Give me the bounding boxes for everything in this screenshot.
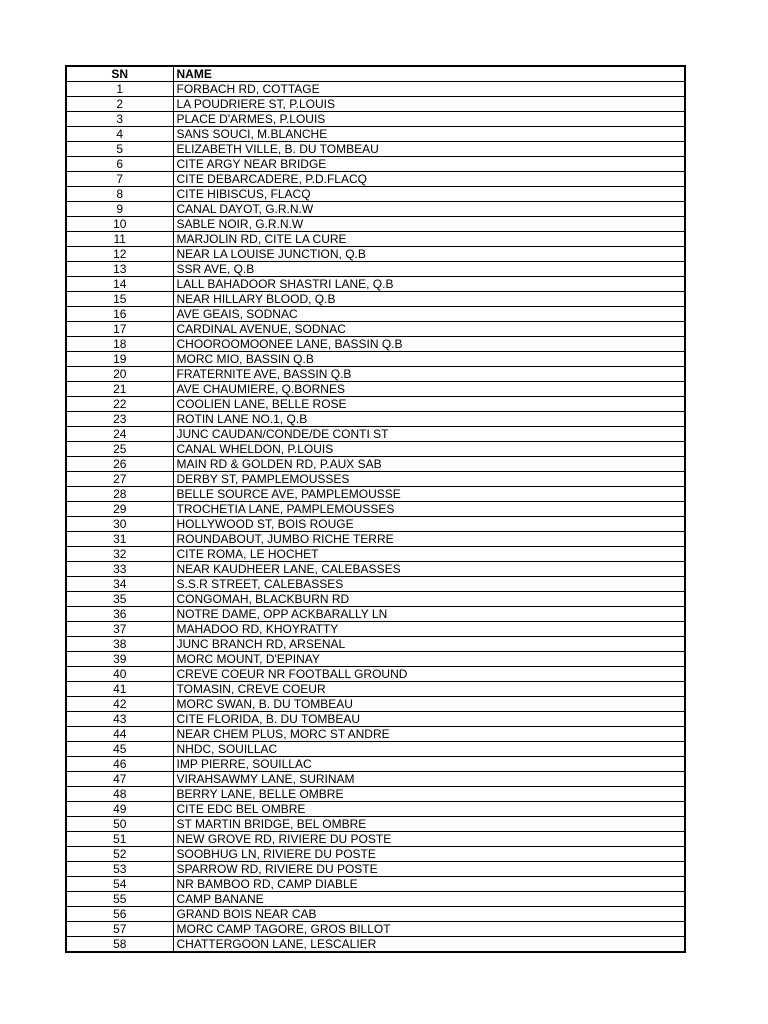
row-name-cell: CHOOROOMOONEE LANE, BASSIN Q.B <box>173 337 685 352</box>
table-row <box>66 697 685 712</box>
table-row <box>66 907 685 922</box>
table-row <box>66 637 685 652</box>
row-sn-cell: 19 <box>66 352 173 367</box>
table-row <box>66 232 685 247</box>
table-row <box>66 277 685 292</box>
row-name-cell: FORBACH RD, COTTAGE <box>173 82 685 97</box>
row-sn-cell: 44 <box>66 727 173 742</box>
table-row <box>66 307 685 322</box>
row-sn-cell: 22 <box>66 397 173 412</box>
row-name-cell: PLACE D'ARMES, P.LOUIS <box>173 112 685 127</box>
row-sn-cell: 35 <box>66 592 173 607</box>
row-sn-cell: 42 <box>66 697 173 712</box>
row-sn-cell: 21 <box>66 382 173 397</box>
row-sn-cell: 54 <box>66 877 173 892</box>
table-row <box>66 667 685 682</box>
row-sn-cell: 38 <box>66 637 173 652</box>
table-row <box>66 892 685 907</box>
row-name-cell: NOTRE DAME, OPP ACKBARALLY LN <box>173 607 685 622</box>
header-name: NAME <box>173 66 685 82</box>
table-row <box>66 532 685 547</box>
row-sn-cell: 23 <box>66 412 173 427</box>
row-sn-cell: 4 <box>66 127 173 142</box>
row-name-cell: CITE ROMA, LE HOCHET <box>173 547 685 562</box>
row-sn-cell: 16 <box>66 307 173 322</box>
table-row <box>66 607 685 622</box>
table-row <box>66 682 685 697</box>
table-row <box>66 442 685 457</box>
row-sn-cell: 9 <box>66 202 173 217</box>
row-sn-cell: 36 <box>66 607 173 622</box>
row-name-cell: FRATERNITE AVE, BASSIN Q.B <box>173 367 685 382</box>
header-row <box>66 66 685 82</box>
row-sn-cell: 17 <box>66 322 173 337</box>
row-name-cell: S.S.R STREET, CALEBASSES <box>173 577 685 592</box>
table-row <box>66 217 685 232</box>
table-row <box>66 97 685 112</box>
row-name-cell: CANAL DAYOT, G.R.N.W <box>173 202 685 217</box>
row-name-cell: ST MARTIN BRIDGE, BEL OMBRE <box>173 817 685 832</box>
row-name-cell: MORC MIO, BASSIN Q.B <box>173 352 685 367</box>
table-row <box>66 757 685 772</box>
row-name-cell: NEAR HILLARY BLOOD, Q.B <box>173 292 685 307</box>
row-sn-cell: 47 <box>66 772 173 787</box>
table-row <box>66 862 685 877</box>
row-name-cell: CAMP BANANE <box>173 892 685 907</box>
row-sn-cell: 27 <box>66 472 173 487</box>
row-name-cell: ROTIN LANE NO.1, Q.B <box>173 412 685 427</box>
row-name-cell: TOMASIN, CREVE COEUR <box>173 682 685 697</box>
table-row <box>66 727 685 742</box>
table-row <box>66 817 685 832</box>
row-name-cell: BELLE SOURCE AVE, PAMPLEMOUSSE <box>173 487 685 502</box>
row-name-cell: CITE ARGY NEAR BRIDGE <box>173 157 685 172</box>
table-row <box>66 472 685 487</box>
row-name-cell: MAIN RD & GOLDEN RD, P.AUX SAB <box>173 457 685 472</box>
table-row <box>66 397 685 412</box>
row-sn-cell: 53 <box>66 862 173 877</box>
table-row <box>66 877 685 892</box>
row-name-cell: NEAR LA LOUISE JUNCTION, Q.B <box>173 247 685 262</box>
row-name-cell: MARJOLIN RD, CITE LA CURE <box>173 232 685 247</box>
table-row <box>66 457 685 472</box>
locations-table <box>65 65 686 953</box>
row-sn-cell: 37 <box>66 622 173 637</box>
row-name-cell: CONGOMAH, BLACKBURN RD <box>173 592 685 607</box>
row-sn-cell: 18 <box>66 337 173 352</box>
row-name-cell: NEW GROVE RD, RIVIERE DU POSTE <box>173 832 685 847</box>
row-sn-cell: 28 <box>66 487 173 502</box>
row-sn-cell: 14 <box>66 277 173 292</box>
table-row <box>66 337 685 352</box>
table-row <box>66 517 685 532</box>
row-name-cell: SSR AVE, Q.B <box>173 262 685 277</box>
row-sn-cell: 51 <box>66 832 173 847</box>
row-sn-cell: 1 <box>66 82 173 97</box>
row-name-cell: AVE CHAUMIERE, Q.BORNES <box>173 382 685 397</box>
row-name-cell: CARDINAL AVENUE, SODNAC <box>173 322 685 337</box>
row-name-cell: LA POUDRIERE ST, P.LOUIS <box>173 97 685 112</box>
table-row <box>66 142 685 157</box>
row-sn-cell: 55 <box>66 892 173 907</box>
row-name-cell: CITE HIBISCUS, FLACQ <box>173 187 685 202</box>
table-row <box>66 922 685 937</box>
table-row <box>66 322 685 337</box>
row-name-cell: GRAND BOIS NEAR CAB <box>173 907 685 922</box>
table-row <box>66 772 685 787</box>
row-sn-cell: 33 <box>66 562 173 577</box>
row-sn-cell: 15 <box>66 292 173 307</box>
row-name-cell: COOLIEN LANE, BELLE ROSE <box>173 397 685 412</box>
table-row <box>66 562 685 577</box>
row-sn-cell: 48 <box>66 787 173 802</box>
table-row <box>66 502 685 517</box>
row-sn-cell: 52 <box>66 847 173 862</box>
row-name-cell: BERRY LANE, BELLE OMBRE <box>173 787 685 802</box>
row-sn-cell: 11 <box>66 232 173 247</box>
row-name-cell: CREVE COEUR NR FOOTBALL GROUND <box>173 667 685 682</box>
row-name-cell: CHATTERGOON LANE, LESCALIER <box>173 937 685 953</box>
row-sn-cell: 46 <box>66 757 173 772</box>
table-row <box>66 352 685 367</box>
row-name-cell: MAHADOO RD, KHOYRATTY <box>173 622 685 637</box>
table-row <box>66 292 685 307</box>
row-sn-cell: 32 <box>66 547 173 562</box>
spreadsheet-page <box>65 65 684 953</box>
row-sn-cell: 45 <box>66 742 173 757</box>
row-sn-cell: 10 <box>66 217 173 232</box>
table-row <box>66 652 685 667</box>
row-sn-cell: 40 <box>66 667 173 682</box>
row-sn-cell: 5 <box>66 142 173 157</box>
row-name-cell: NHDC, SOUILLAC <box>173 742 685 757</box>
table-row <box>66 202 685 217</box>
table-row <box>66 832 685 847</box>
row-name-cell: IMP PIERRE, SOUILLAC <box>173 757 685 772</box>
row-name-cell: CITE EDC BEL OMBRE <box>173 802 685 817</box>
table-row <box>66 412 685 427</box>
row-sn-cell: 24 <box>66 427 173 442</box>
row-name-cell: ROUNDABOUT, JUMBO RICHE TERRE <box>173 532 685 547</box>
row-name-cell: NEAR CHEM PLUS, MORC ST ANDRE <box>173 727 685 742</box>
table-row <box>66 592 685 607</box>
row-sn-cell: 49 <box>66 802 173 817</box>
row-sn-cell: 12 <box>66 247 173 262</box>
row-name-cell: SANS SOUCI, M.BLANCHE <box>173 127 685 142</box>
row-sn-cell: 50 <box>66 817 173 832</box>
row-sn-cell: 13 <box>66 262 173 277</box>
row-sn-cell: 58 <box>66 937 173 953</box>
row-name-cell: DERBY ST, PAMPLEMOUSSES <box>173 472 685 487</box>
row-sn-cell: 43 <box>66 712 173 727</box>
row-name-cell: LALL BAHADOOR SHASTRI LANE, Q.B <box>173 277 685 292</box>
row-name-cell: ELIZABETH VILLE, B. DU TOMBEAU <box>173 142 685 157</box>
row-name-cell: TROCHETIA LANE, PAMPLEMOUSSES <box>173 502 685 517</box>
row-name-cell: MORC SWAN, B. DU TOMBEAU <box>173 697 685 712</box>
table-row <box>66 802 685 817</box>
row-sn-cell: 3 <box>66 112 173 127</box>
row-name-cell: SABLE NOIR, G.R.N.W <box>173 217 685 232</box>
row-sn-cell: 20 <box>66 367 173 382</box>
row-sn-cell: 26 <box>66 457 173 472</box>
table-row <box>66 172 685 187</box>
row-name-cell: SPARROW RD, RIVIERE DU POSTE <box>173 862 685 877</box>
table-row <box>66 712 685 727</box>
table-row <box>66 787 685 802</box>
row-name-cell: CITE DEBARCADERE, P.D.FLACQ <box>173 172 685 187</box>
row-sn-cell: 57 <box>66 922 173 937</box>
row-name-cell: MORC MOUNT, D'EPINAY <box>173 652 685 667</box>
table-row <box>66 112 685 127</box>
table-row <box>66 382 685 397</box>
row-sn-cell: 56 <box>66 907 173 922</box>
row-name-cell: HOLLYWOOD ST, BOIS ROUGE <box>173 517 685 532</box>
table-row <box>66 82 685 97</box>
row-name-cell: AVE GEAIS, SODNAC <box>173 307 685 322</box>
row-sn-cell: 2 <box>66 97 173 112</box>
row-sn-cell: 41 <box>66 682 173 697</box>
row-name-cell: CANAL WHELDON, P.LOUIS <box>173 442 685 457</box>
row-name-cell: JUNC BRANCH RD, ARSENAL <box>173 637 685 652</box>
table-row <box>66 547 685 562</box>
row-name-cell: VIRAHSAWMY LANE, SURINAM <box>173 772 685 787</box>
row-sn-cell: 34 <box>66 577 173 592</box>
row-sn-cell: 6 <box>66 157 173 172</box>
table-row <box>66 247 685 262</box>
row-name-cell: CITE FLORIDA, B. DU TOMBEAU <box>173 712 685 727</box>
row-sn-cell: 39 <box>66 652 173 667</box>
table-row <box>66 742 685 757</box>
row-name-cell: MORC CAMP TAGORE, GROS BILLOT <box>173 922 685 937</box>
table-row <box>66 127 685 142</box>
row-name-cell: SOOBHUG LN, RIVIERE DU POSTE <box>173 847 685 862</box>
row-name-cell: NEAR KAUDHEER LANE, CALEBASSES <box>173 562 685 577</box>
row-name-cell: JUNC CAUDAN/CONDE/DE CONTI ST <box>173 427 685 442</box>
row-name-cell: NR BAMBOO RD, CAMP DIABLE <box>173 877 685 892</box>
header-sn: SN <box>66 66 173 82</box>
table-row <box>66 427 685 442</box>
table-row <box>66 157 685 172</box>
row-sn-cell: 30 <box>66 517 173 532</box>
table-body <box>66 82 685 953</box>
row-sn-cell: 29 <box>66 502 173 517</box>
table-row <box>66 187 685 202</box>
table-row <box>66 262 685 277</box>
row-sn-cell: 31 <box>66 532 173 547</box>
table-row <box>66 577 685 592</box>
table-row <box>66 622 685 637</box>
row-sn-cell: 8 <box>66 187 173 202</box>
row-sn-cell: 7 <box>66 172 173 187</box>
table-row <box>66 487 685 502</box>
row-sn-cell: 25 <box>66 442 173 457</box>
table-row <box>66 847 685 862</box>
table-row <box>66 367 685 382</box>
table-row <box>66 937 685 953</box>
